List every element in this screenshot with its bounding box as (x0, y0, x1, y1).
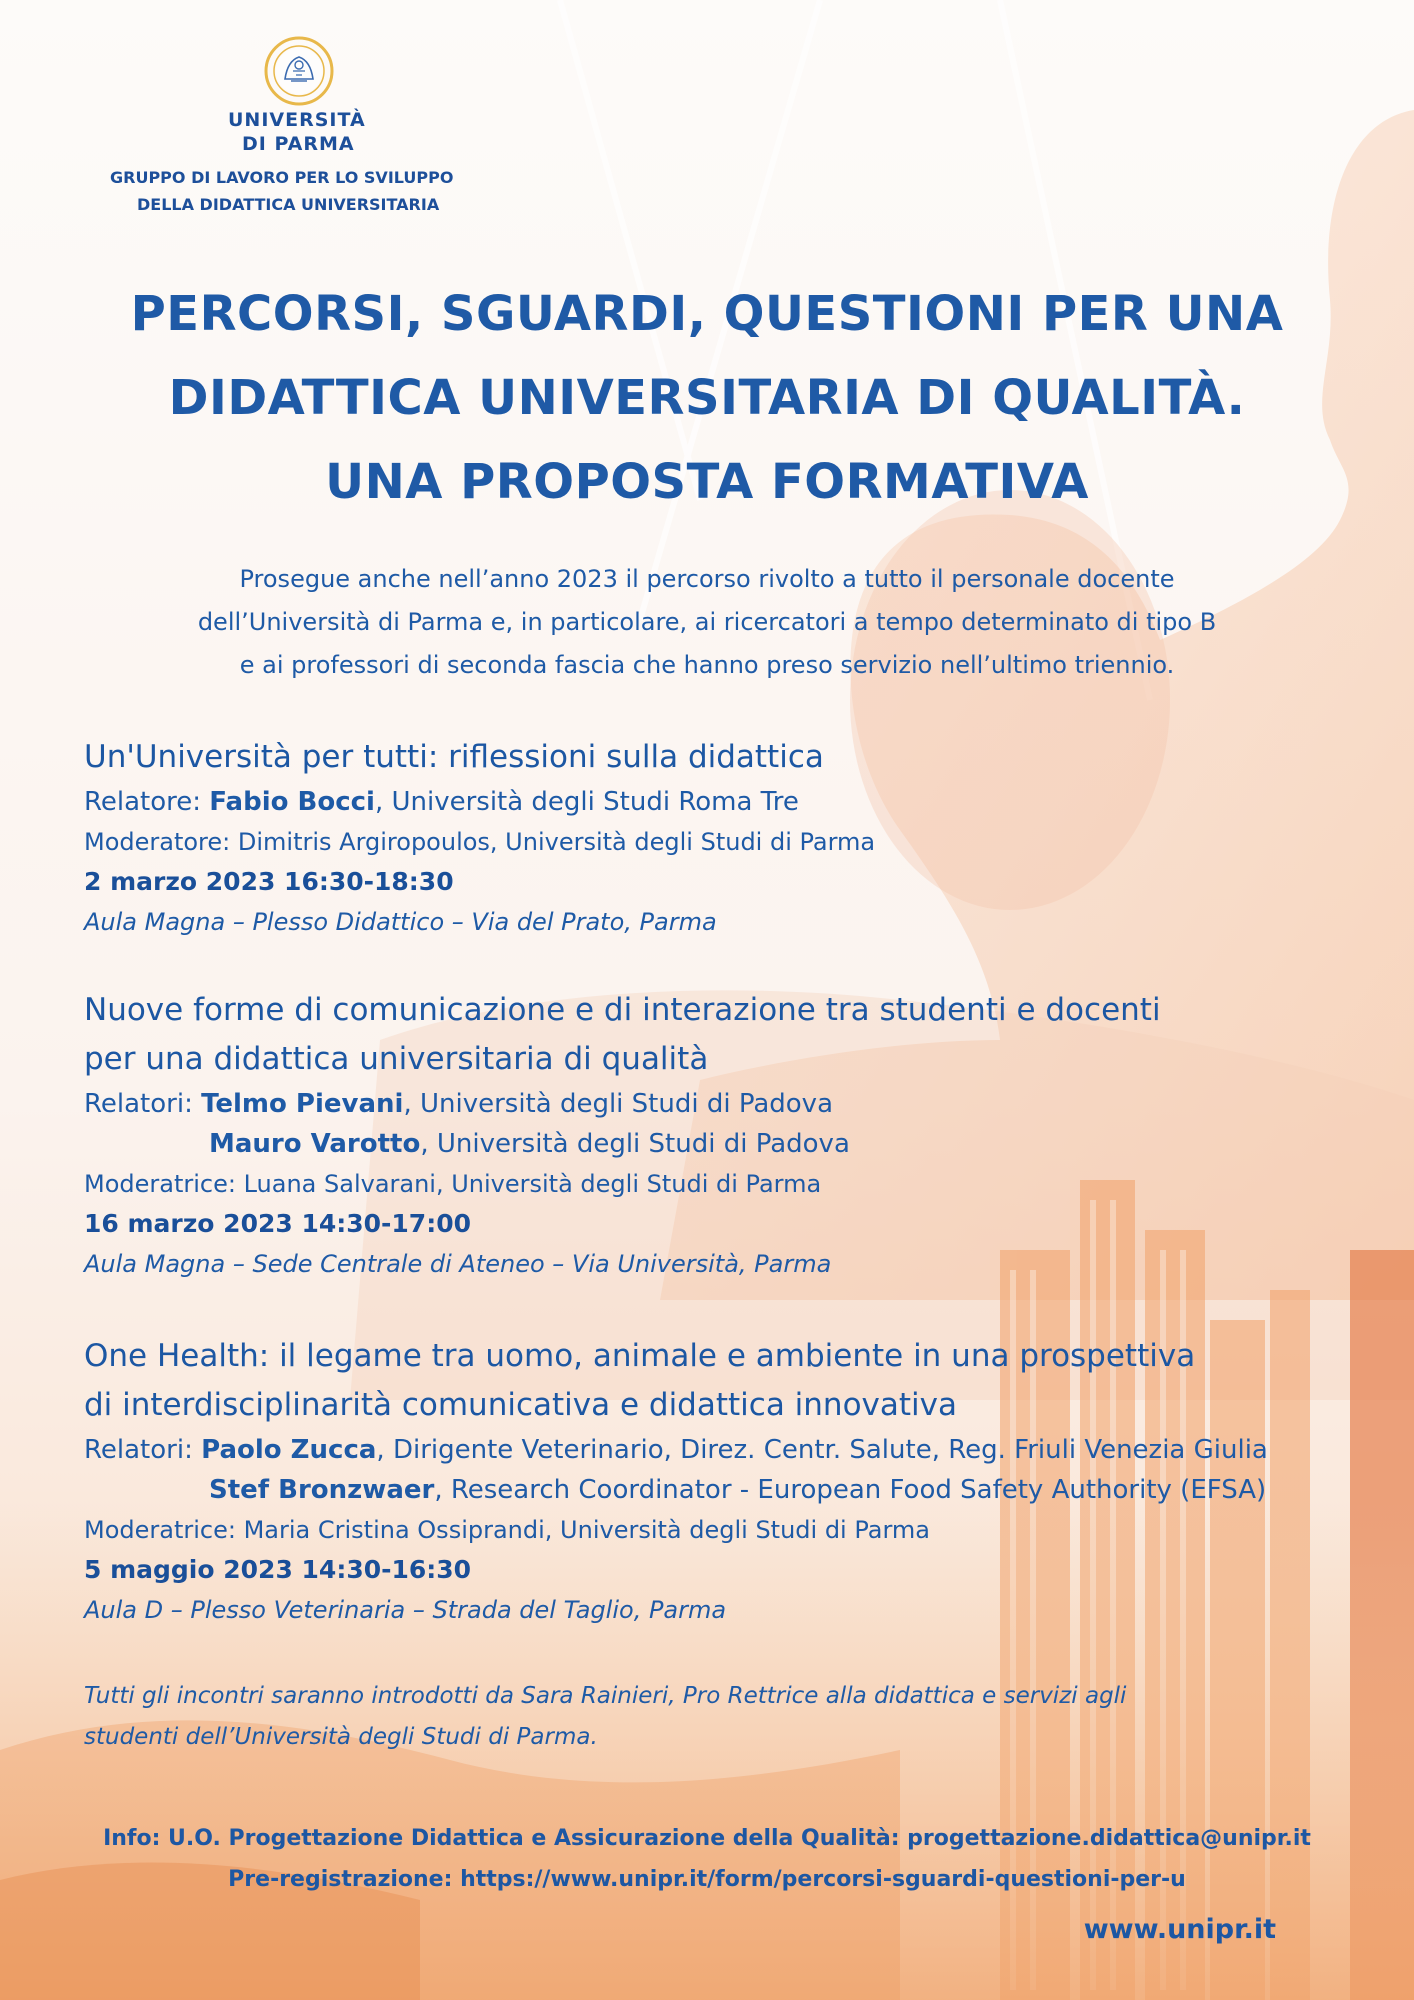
event-date: 16 marzo 2023 14:30-17:00 (84, 1209, 471, 1238)
event-title: di interdisciplinarità comunicativa e didattica innovativa (84, 1387, 957, 1423)
footer-info (60, 1818, 1354, 1900)
event-speakers (84, 1430, 1384, 1470)
event-title: Nuove forme di comunicazione e di interazione tra studenti e docenti (84, 992, 1161, 1028)
note-line: Tutti gli incontri saranno introdotti da Sara Rainieri, Pro Rettrice alla didattica e servizi agli (84, 1683, 1127, 1709)
event-speakers (84, 1084, 1384, 1124)
intro-line: Prosegue anche nell’anno 2023 il percorso rivolto a tutto il personale docente (239, 565, 1175, 593)
speakers-label: Relatore: (84, 787, 210, 817)
speaker-affiliation: , Università degli Studi di Padova (420, 1129, 850, 1159)
speaker-name: Fabio Bocci (209, 787, 375, 817)
event-block-2 (84, 986, 1384, 1284)
speaker-affiliation: , Università degli Studi di Padova (403, 1089, 833, 1119)
poster-title-line: UNA PROPOSTA FORMATIVA (325, 454, 1089, 510)
speaker-name: Mauro Varotto (209, 1129, 421, 1159)
speaker-affiliation: , Dirigente Veterinario, Direz. Centr. Salute, Reg. Friuli Venezia Giulia (376, 1435, 1268, 1465)
university-name (228, 108, 368, 156)
event-block-3 (84, 1332, 1384, 1630)
poster-title-line: DIDATTICA UNIVERSITARIA DI QUALITÀ. (168, 370, 1246, 426)
event-date: 2 marzo 2023 16:30-18:30 (84, 867, 454, 896)
introduction-note (84, 1676, 1364, 1758)
university-seal-logo (263, 35, 335, 107)
working-group-name (110, 164, 510, 218)
speakers-label: Relatori: (84, 1435, 202, 1465)
info-contact[interactable]: Info: U.O. Progettazione Didattica e Assicurazione della Qualità: progettazione.didattica@unipr.it (103, 1826, 1311, 1851)
intro-line: dell’Università di Parma e, in particolare, ai ricercatori a tempo determinato di tipo B (197, 608, 1217, 636)
registration-link[interactable]: Pre-registrazione: https://www.unipr.it/form/percorsi-sguardi-questioni-per-u (228, 1867, 1186, 1892)
intro-paragraph (60, 558, 1354, 687)
event-moderator: Moderatore: Dimitris Argiropoulos, Università degli Studi di Parma (84, 828, 876, 856)
event-block-1 (84, 733, 1384, 942)
event-venue: Aula D – Plesso Veterinaria – Strada del Taglio, Parma (84, 1596, 727, 1624)
event-title: One Health: il legame tra uomo, animale e ambiente in una prospettiva (84, 1338, 1196, 1374)
event-speakers (84, 782, 1384, 822)
event-speakers (84, 1124, 1384, 1164)
note-line: studenti dell’Università degli Studi di Parma. (84, 1724, 598, 1750)
working-group-line2: DELLA DIDATTICA UNIVERSITARIA (137, 195, 440, 214)
event-date: 5 maggio 2023 14:30-16:30 (84, 1555, 472, 1584)
event-title: Un'Università per tutti: riflessioni sulla didattica (84, 739, 824, 775)
speaker-name: Telmo Pievani (201, 1089, 404, 1119)
website-link[interactable]: www.unipr.it (1083, 1914, 1276, 1945)
speakers-label: Relatori: (84, 1089, 202, 1119)
event-venue: Aula Magna – Sede Centrale di Ateneo – Via Università, Parma (84, 1250, 832, 1278)
university-name-line1: UNIVERSITÀ (228, 109, 366, 131)
university-name-line2: DI PARMA (242, 133, 355, 155)
event-venue: Aula Magna – Plesso Didattico – Via del Prato, Parma (84, 908, 717, 936)
event-moderator: Moderatrice: Maria Cristina Ossiprandi, Università degli Studi di Parma (84, 1516, 930, 1544)
event-title: per una didattica universitaria di qualità (84, 1041, 709, 1077)
speaker-name: Paolo Zucca (201, 1435, 377, 1465)
speaker-affiliation: , Research Coordinator - European Food Safety Authority (EFSA) (434, 1475, 1267, 1505)
working-group-line1: GRUPPO DI LAVORO PER LO SVILUPPO (110, 168, 454, 187)
event-speakers (84, 1470, 1384, 1510)
poster-title-line: PERCORSI, SGUARDI, QUESTIONI PER UNA (130, 286, 1284, 342)
event-moderator: Moderatrice: Luana Salvarani, Università degli Studi di Parma (84, 1170, 822, 1198)
speaker-name: Stef Bronzwaer (209, 1475, 435, 1505)
poster-title (60, 272, 1354, 524)
speaker-affiliation: , Università degli Studi Roma Tre (374, 787, 799, 817)
intro-line: e ai professori di seconda fascia che hanno preso servizio nell’ultimo triennio. (239, 651, 1175, 679)
